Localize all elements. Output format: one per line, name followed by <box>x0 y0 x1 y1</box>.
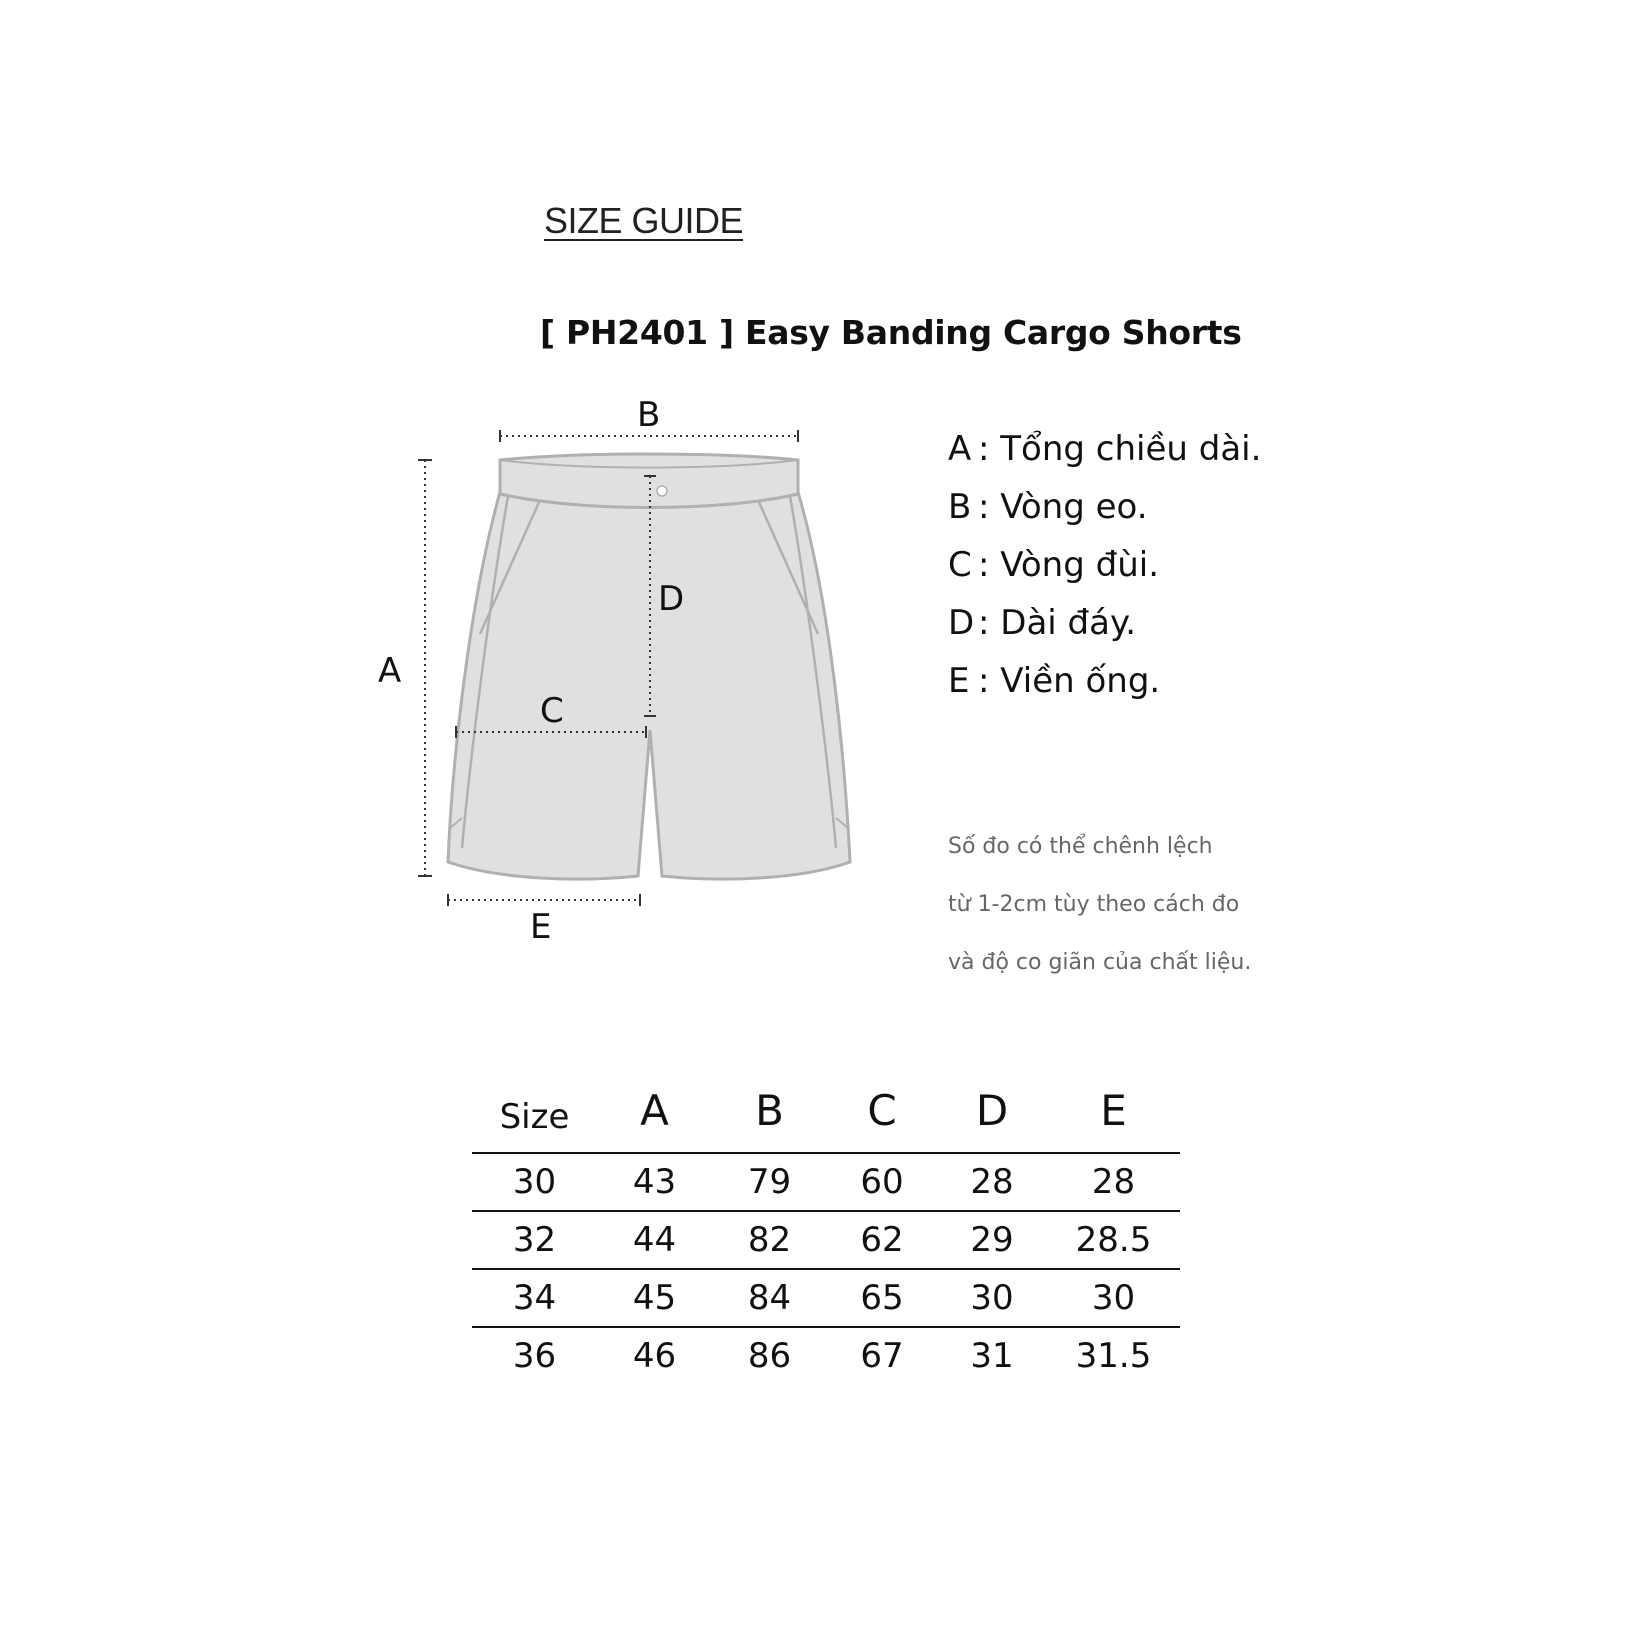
table-cell: 44 <box>597 1211 712 1269</box>
legend-item-d <box>948 594 1261 652</box>
size-table <box>472 1068 1180 1384</box>
header-cell-b: B <box>755 1085 784 1135</box>
legend-item-c <box>948 536 1261 594</box>
table-cell: 34 <box>472 1269 597 1327</box>
table-cell: 28.5 <box>1047 1211 1180 1269</box>
label-a: A <box>378 651 402 691</box>
legend-key: C <box>948 545 972 585</box>
table-cell: 43 <box>597 1153 712 1211</box>
legend-key: B <box>948 487 972 527</box>
table-cell: 60 <box>827 1153 937 1211</box>
header-cell-size: Size <box>499 1097 570 1137</box>
legend-text: : Viền ống. <box>978 661 1161 701</box>
header-cell-d: D <box>975 1085 1009 1135</box>
table-cell: 86 <box>712 1327 827 1384</box>
legend-text: : Tổng chiều dài. <box>978 429 1262 469</box>
table-cell: 36 <box>472 1327 597 1384</box>
table-header-row <box>472 1068 1180 1153</box>
legend-item-b <box>948 478 1261 536</box>
label-b: B <box>637 395 661 435</box>
note-line: từ 1-2cm tùy theo cách đo <box>948 892 1240 917</box>
legend-key: A <box>948 429 972 469</box>
measurement-note <box>948 818 1251 992</box>
button-icon <box>657 486 667 496</box>
note-line: và độ co giãn của chất liệu. <box>948 950 1252 975</box>
table-row <box>472 1211 1180 1269</box>
table-cell: 46 <box>597 1327 712 1384</box>
legend-text: : Vòng eo. <box>978 487 1148 527</box>
table-cell: 84 <box>712 1269 827 1327</box>
legend-key: E <box>948 661 970 701</box>
table-cell: 31 <box>937 1327 1047 1384</box>
table-cell: 45 <box>597 1269 712 1327</box>
table-cell: 30 <box>937 1269 1047 1327</box>
table-cell: 65 <box>827 1269 937 1327</box>
header-cell-c: C <box>867 1085 897 1135</box>
table-cell: 82 <box>712 1211 827 1269</box>
measurement-legend <box>948 420 1261 710</box>
label-c: C <box>540 691 564 731</box>
table-row <box>472 1153 1180 1211</box>
table-row <box>472 1269 1180 1327</box>
size-guide-title: SIZE GUIDE <box>544 200 744 241</box>
note-line: Số đo có thể chênh lệch <box>948 834 1213 859</box>
table-cell: 32 <box>472 1211 597 1269</box>
table-cell: 67 <box>827 1327 937 1384</box>
header-cell-a: A <box>640 1085 669 1135</box>
table-cell: 28 <box>1047 1153 1180 1211</box>
table-cell: 31.5 <box>1047 1327 1180 1384</box>
table-row <box>472 1327 1180 1384</box>
table-cell: 28 <box>937 1153 1047 1211</box>
label-d: D <box>658 579 685 619</box>
shorts-outline <box>448 454 850 879</box>
legend-item-a <box>948 420 1261 478</box>
header-cell-e: E <box>1100 1085 1127 1135</box>
label-e: E <box>530 907 552 947</box>
legend-text: : Vòng đùi. <box>978 545 1160 585</box>
product-title: [ PH2401 ] Easy Banding Cargo Shorts <box>540 313 1242 352</box>
legend-item-e <box>948 652 1261 710</box>
table-cell: 79 <box>712 1153 827 1211</box>
table-cell: 30 <box>472 1153 597 1211</box>
table-cell: 29 <box>937 1211 1047 1269</box>
legend-key: D <box>948 603 975 643</box>
table-cell: 62 <box>827 1211 937 1269</box>
table-cell: 30 <box>1047 1269 1180 1327</box>
legend-text: : Dài đáy. <box>978 603 1137 643</box>
